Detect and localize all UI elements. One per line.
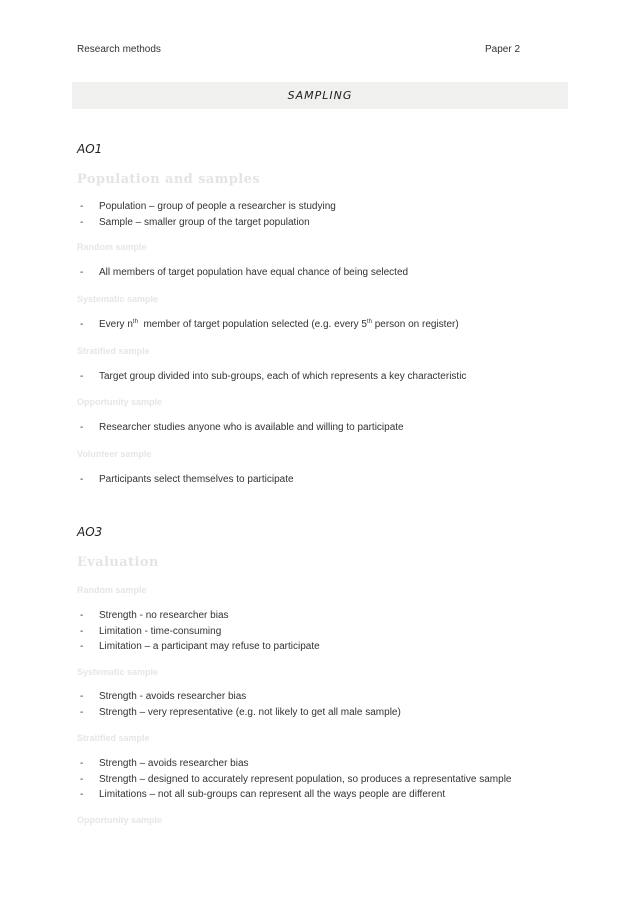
systematic-sample-list <box>77 317 557 333</box>
list-item: - Researcher studies anyone who is available and willing to participate <box>80 422 404 433</box>
list-item: - Strength – designed to accurately represent population, so produces a representative sample <box>80 773 512 785</box>
stratified-sample-list <box>77 369 557 385</box>
ao1-label: AO1 <box>77 142 103 156</box>
population-list <box>77 199 557 230</box>
eval-random-list <box>77 608 557 655</box>
list-item: - Target group divided into sub-groups, each of which represents a key characteristic <box>80 371 467 382</box>
eval-systematic-sample-heading: Systematic sample <box>77 667 159 677</box>
list-item: - Population – group of people a researcher is studying <box>80 201 336 212</box>
list-item: - Strength - avoids researcher bias <box>80 691 247 702</box>
eval-opportunity-sample-heading: Opportunity sample <box>77 815 163 825</box>
evaluation-heading: Evaluation <box>77 555 159 570</box>
list-item: - Limitations – not all sub-groups can represent all the ways people are different <box>80 789 446 800</box>
systematic-sample-heading: Systematic sample <box>77 294 159 304</box>
eval-random-sample-heading: Random sample <box>77 585 147 595</box>
random-sample-heading: Random sample <box>77 242 147 252</box>
list-item: - Every $n^{th}$ member of target population selected (e.g. every 5th person on register) <box>80 319 459 330</box>
random-sample-list <box>77 265 557 281</box>
eval-systematic-list <box>77 689 557 720</box>
list-item: - Strength – very representative (e.g. not likely to get all male sample) <box>80 706 401 718</box>
list-item: - Sample – smaller group of the target population <box>80 216 310 228</box>
eval-stratified-list <box>77 756 557 803</box>
list-item: - Participants select themselves to participate <box>80 474 294 485</box>
list-item: - All members of target population have equal chance of being selected <box>80 267 409 278</box>
volunteer-sample-list <box>77 472 557 488</box>
list-item: - Limitation - time-consuming <box>80 625 222 637</box>
list-item: - Limitation – a participant may refuse to participate <box>80 641 320 652</box>
opportunity-sample-list <box>77 420 557 436</box>
header-paper: Paper 2 <box>485 44 521 55</box>
population-samples-heading: Population and samples <box>77 172 260 187</box>
opportunity-sample-heading: Opportunity sample <box>77 397 163 407</box>
ao3-label: AO3 <box>77 525 103 539</box>
header-subject: Research methods <box>77 44 161 55</box>
list-item: - Strength – avoids researcher bias <box>80 758 249 769</box>
title-band <box>72 82 568 109</box>
page-title: SAMPLING <box>287 89 353 102</box>
volunteer-sample-heading: Volunteer sample <box>77 449 152 459</box>
stratified-sample-heading: Stratified sample <box>77 346 150 356</box>
eval-stratified-sample-heading: Stratified sample <box>77 733 150 743</box>
list-item: - Strength - no researcher bias <box>80 610 229 621</box>
